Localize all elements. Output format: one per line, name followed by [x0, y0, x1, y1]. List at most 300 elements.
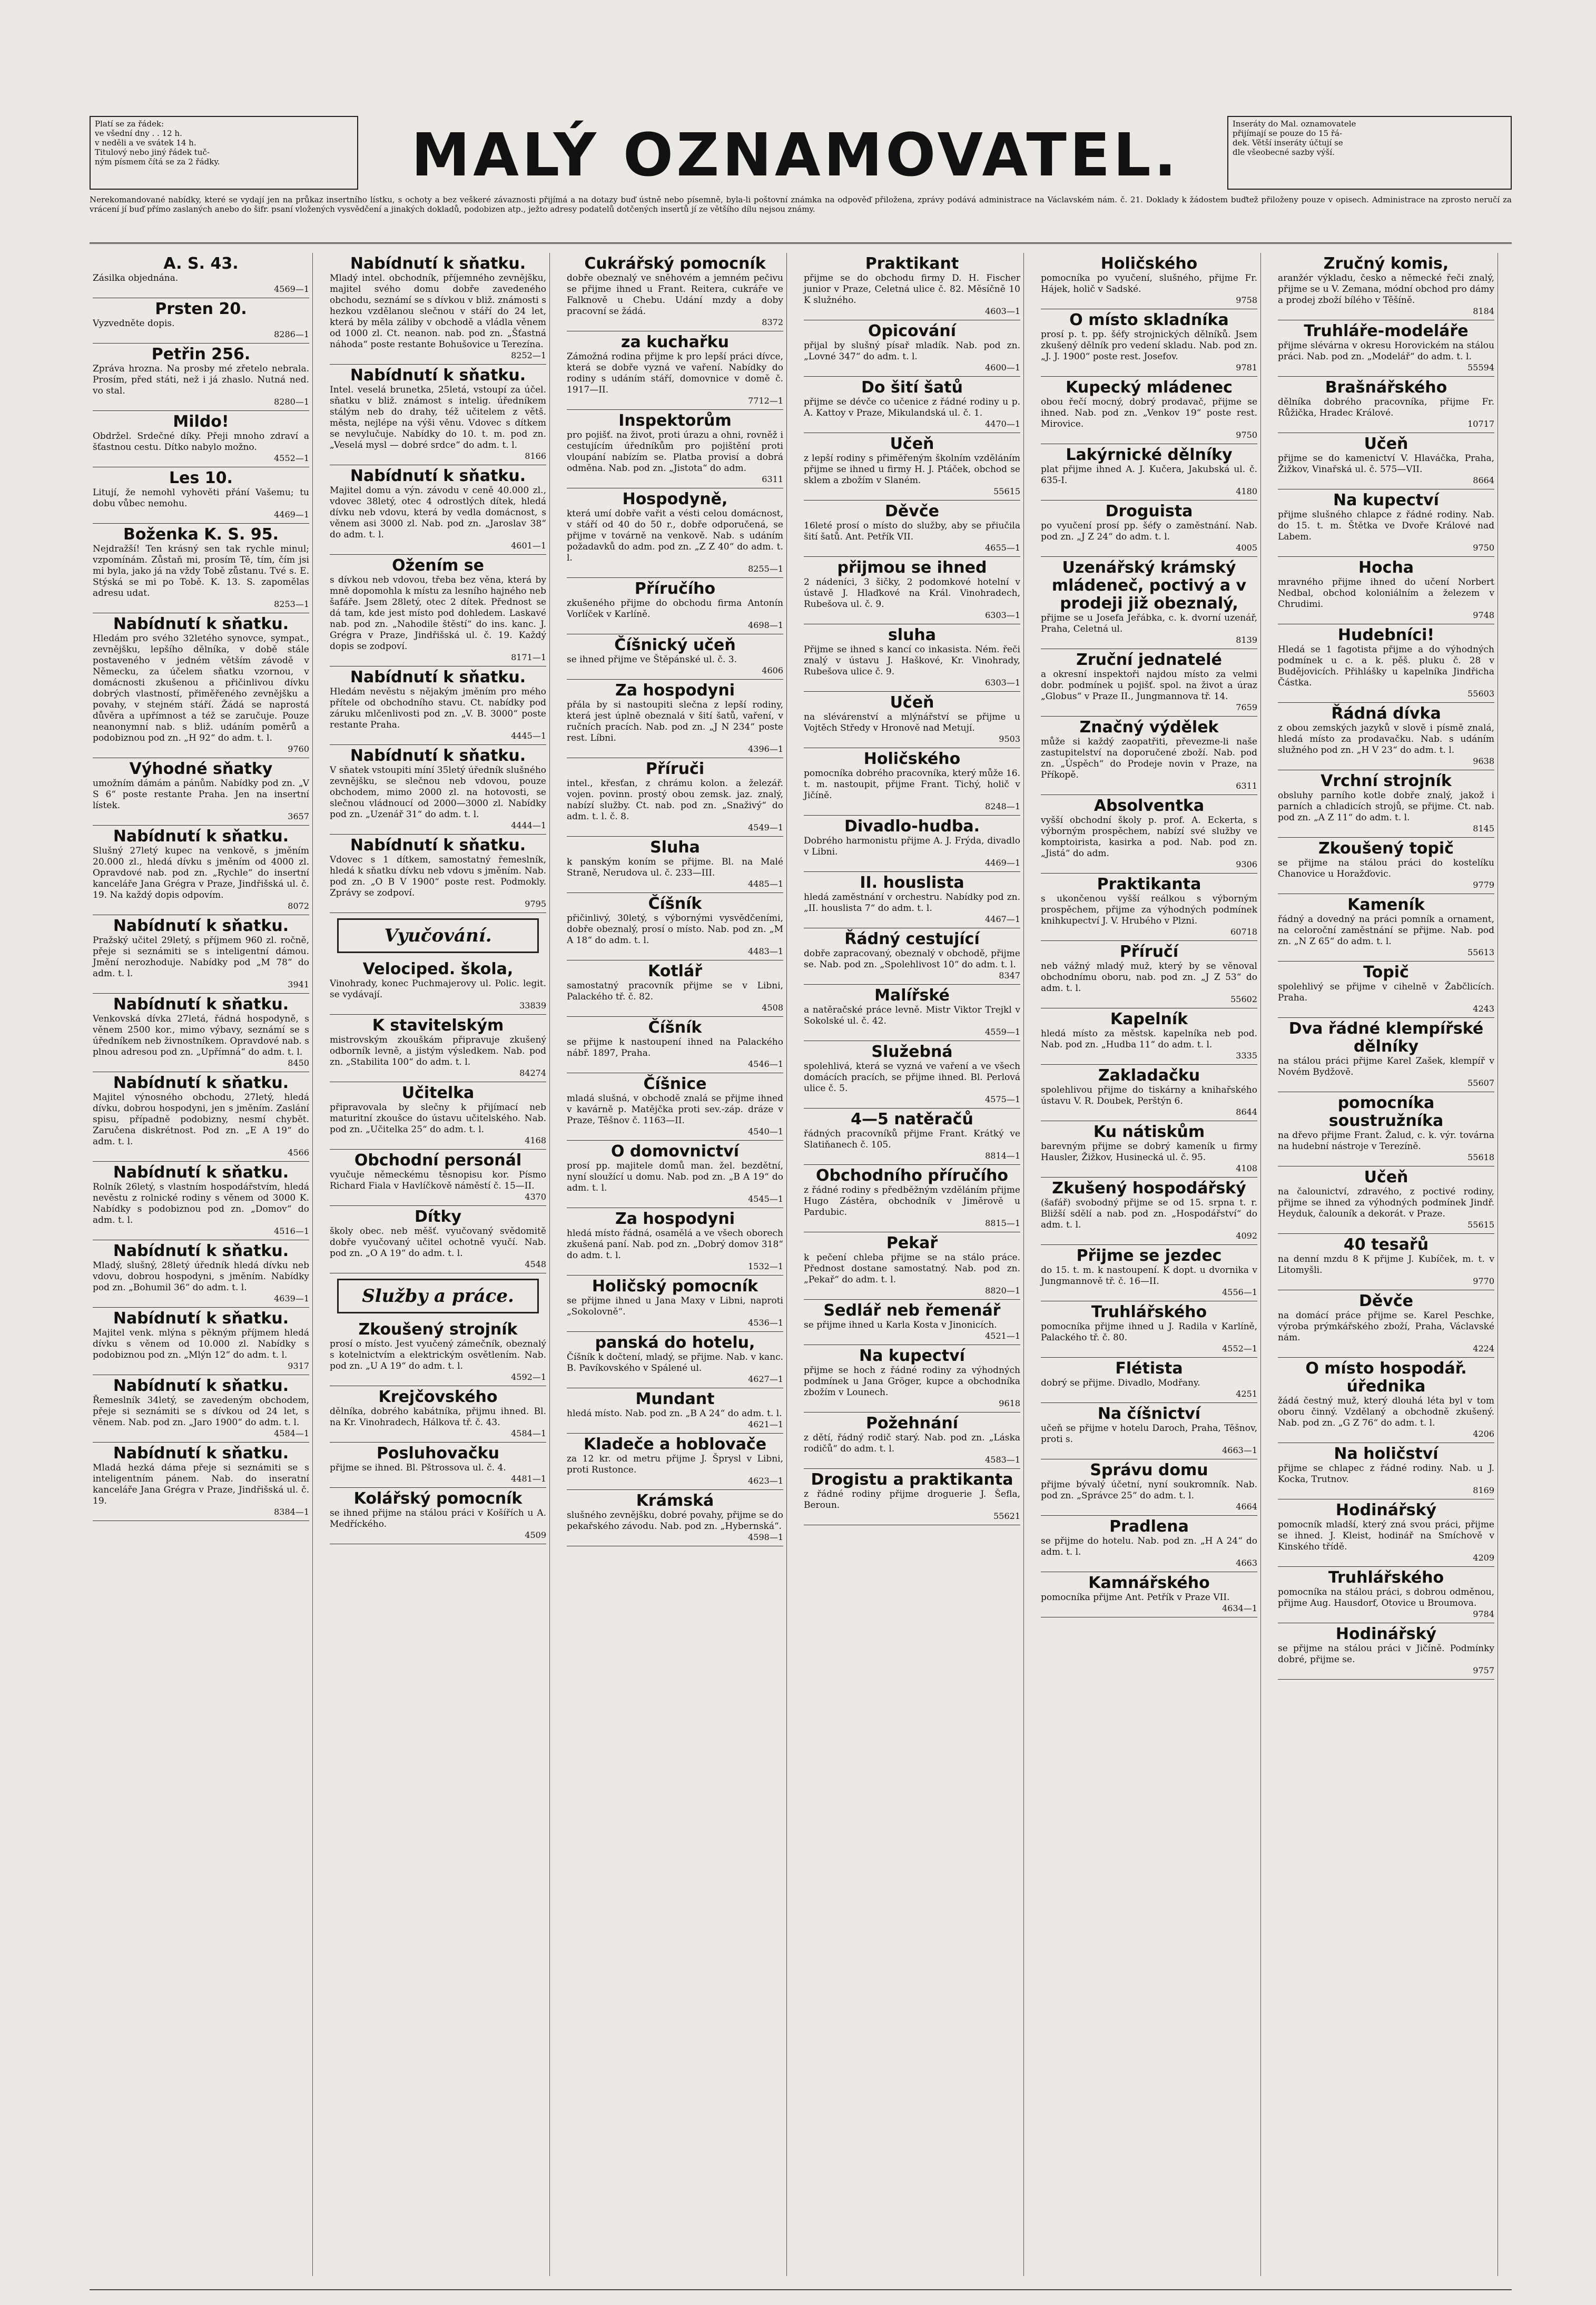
ad-heading: Uzenářský krámský mládeneč, poctivý a v prodeji již obeznalý, — [1051, 558, 1247, 613]
classified-ad — [1278, 770, 1494, 838]
section-heading: Vyučování. — [337, 918, 539, 953]
ad-code: 9750 — [1236, 430, 1257, 440]
classified-ad — [93, 253, 309, 298]
ad-heading: Velociped. škola, — [362, 960, 514, 978]
ad-code: 4559—1 — [985, 1027, 1020, 1037]
ad-heading: Nabídnutí k sňatku. — [113, 995, 289, 1014]
ad-heading: Drogistu a praktikanta — [811, 1470, 1013, 1489]
masthead — [90, 105, 1512, 195]
ad-code: 9618 — [999, 1398, 1020, 1408]
ad-text: pomocníka přijme ihned u J. Radila v Karlíně, Palackého tř. č. 80. — [1041, 1321, 1257, 1343]
ad-code: 8286—1 — [274, 329, 309, 339]
ad-heading: Malířské — [874, 986, 950, 1005]
ad-text: vyučuje německému těsnopisu kor. Písmo Richard Fiala v Havlíčkově náměstí č. 15—II. — [330, 1170, 546, 1191]
ad-column — [1275, 253, 1498, 2276]
ad-heading: Na kupectví — [859, 1347, 965, 1365]
ad-column — [564, 253, 787, 2276]
ad-heading: Ku nátiskům — [1093, 1123, 1205, 1141]
ad-heading: Kapelník — [1110, 1010, 1188, 1028]
ad-code: 4508 — [762, 1003, 783, 1013]
classified-ad — [1278, 489, 1494, 557]
classified-ad — [93, 994, 309, 1072]
classified-ad — [1041, 444, 1257, 501]
classified-ad — [330, 1386, 546, 1443]
ad-text: přijme se do obchodu firmy D. H. Fischer junior v Praze, Celetná ulice č. 82. Měsíčně 10 K služného. — [804, 273, 1020, 306]
administration-notice: Nerekomandované nabídky, které se vydají jen na průkaz insertního lístku, s ochoty a bez veškeré závaznosti přijímá a na dotazy buď ústně nebo písemně, byla-li poštovní známka na odpověď přiložena, zprávy podává administrace na Václavském nám. č. 21. Doklady k žádostem buďtež přiloženy pouze v opisech. Administrace na zprosto neručí za vrácení jí buď přímo zaslaných anebo do šifr. psaní vložených vysvědčení a jinakých dokladů, podobizen atp., ježto adresy podatelů dotčených insertů jí ze většího dílu nejsou známy. — [90, 195, 1512, 244]
ad-heading: Prsten 20. — [155, 300, 247, 318]
ad-heading: Holičský pomocník — [592, 1277, 758, 1296]
classified-ad — [567, 758, 783, 837]
page-title: MALÝ OZNAMOVATEL. — [411, 121, 1180, 190]
price-line: ným písmem čítá se za 2 řádky. — [95, 157, 220, 166]
ad-text: a natěračské práce levně. Mistr Viktor Trejkl v Sokolské ul. č. 42. — [804, 1005, 1020, 1026]
classified-ad — [93, 467, 309, 524]
ad-code: 6303—1 — [985, 678, 1020, 688]
ad-text: přijme se do kamenictví V. Hlaváčka, Praha, Žižkov, Vinařská ul. č. 575—VII. — [1278, 453, 1494, 475]
ad-heading: Nabídnutí k sňatku. — [350, 668, 526, 686]
classified-ad — [804, 1109, 1020, 1165]
ad-code: 4546—1 — [748, 1059, 783, 1069]
classified-ad — [804, 872, 1020, 928]
ad-heading: K stavitelským — [372, 1016, 504, 1035]
ad-code: 8169 — [1473, 1485, 1494, 1495]
classified-ad — [567, 680, 783, 758]
classified-ad — [93, 915, 309, 994]
ad-heading: Příručí — [1119, 943, 1179, 961]
classified-ad — [804, 320, 1020, 377]
ad-heading: Výhodné sňatky — [129, 760, 273, 778]
ad-heading: Hospodyně, — [622, 490, 728, 508]
ad-heading: Na kupectví — [1333, 491, 1439, 509]
ad-text: Rolník 26letý, s vlastním hospodářstvím, hledá nevěstu z rolnické rodiny s věnem od 3000 K. Nabídky s podobiznou pod zn. „Domov“ do adm. t. l. — [93, 1182, 309, 1225]
page-footer-rule — [90, 2289, 1512, 2290]
ad-text: prosí pp. majitele domů man. žel. bezdětní, nyní sloužící u domu. Nab. pod zn. „B A 19“ do adm. t. l. — [567, 1161, 783, 1193]
ad-code: 4536—1 — [748, 1318, 783, 1328]
ad-heading: II. houslista — [860, 874, 964, 892]
ad-code: 4243 — [1473, 1004, 1494, 1014]
ad-heading: Přijme se jezdec — [1076, 1247, 1222, 1265]
ad-text: na stálou práci přijme Karel Zašek, klempíř v Novém Bydžově. — [1278, 1056, 1494, 1077]
ad-code: 4663 — [1236, 1558, 1257, 1568]
ad-code: 9638 — [1473, 756, 1494, 766]
classified-ad — [1278, 703, 1494, 770]
ad-code: 8644 — [1236, 1107, 1257, 1117]
ad-heading: Inspektorům — [618, 411, 732, 430]
ad-text: umožním dámám a pánům. Nabídky pod zn. „V S 6“ poste restante Praha. Jen na insertní lístek. — [93, 778, 309, 811]
classified-ad — [804, 433, 1020, 501]
ad-heading: Kupecký mládenec — [1066, 378, 1233, 397]
ad-heading: Truhláře-modeláře — [1304, 322, 1469, 340]
ad-heading: Sluha — [650, 838, 700, 857]
ad-code: 8252—1 — [511, 350, 546, 360]
ad-code: 4655—1 — [985, 543, 1020, 553]
ad-text: do 15. t. m. k nastoupení. K dopt. u dvornika v Jungmannově tř. č. 16—II. — [1041, 1265, 1257, 1287]
ad-text: přijal by slušný písař mladík. Nab. pod zn. „Lovné 347“ do adm. t. l. — [804, 340, 1020, 362]
classified-ad — [567, 1073, 783, 1141]
ad-code: 4180 — [1236, 486, 1257, 496]
ad-heading: A. S. 43. — [163, 254, 239, 273]
ad-heading: Učeň — [890, 435, 934, 453]
classified-ad — [1041, 1008, 1257, 1065]
ad-heading: Zakladačku — [1098, 1066, 1200, 1085]
ad-text: se ihned přijme na stálou práci v Košířích u A. Medříckého. — [330, 1508, 546, 1529]
ad-code: 4545—1 — [748, 1194, 783, 1204]
ad-code: 6311 — [1236, 781, 1257, 791]
classified-ad — [1041, 717, 1257, 795]
ad-heading: Topič — [1363, 963, 1409, 982]
classified-ad — [1041, 1065, 1257, 1121]
ad-text: obou řečí mocný, dobrý prodavač, přijme se ihned. Nab. pod zn. „Venkov 19“ poste rest. Mirovice. — [1041, 397, 1257, 429]
classified-ad — [804, 501, 1020, 557]
classified-ad — [567, 331, 783, 410]
ad-text: pomocník mladší, který zná svou práci, přijme se ihned. J. Kleist, hodinář na Smíchově v Kinského třídě. — [1278, 1519, 1494, 1552]
ad-code: 8664 — [1473, 475, 1494, 485]
ad-text: Číšník k dočtení, mladý, se přijme. Nab. v kanc. B. Pavíkovského v Spálené ul. — [567, 1352, 783, 1374]
ad-code: 4396—1 — [748, 744, 783, 754]
ad-heading: 4—5 natěračů — [851, 1110, 973, 1129]
classified-ad — [93, 344, 309, 411]
ad-code: 9795 — [525, 899, 546, 909]
classified-ad — [1041, 649, 1257, 717]
ad-text: se ihned přijme ve Štěpánské ul. č. 3. — [567, 654, 737, 665]
classified-ad — [330, 1206, 546, 1273]
ad-code: 4598—1 — [748, 1532, 783, 1542]
ad-text: dělníka, dobrého kabátníka, přijmu ihned. Bl. na Kr. Vinohradech, Hálkova tř. č. 43. — [330, 1406, 546, 1428]
ad-code: 33839 — [519, 1001, 546, 1011]
classified-ad — [804, 253, 1020, 320]
ad-code: 4584—1 — [274, 1428, 309, 1438]
ad-text: Dobrého harmonistu přijme A. J. Frýda, divadlo v Libni. — [804, 836, 1020, 857]
ad-heading: Nabídnutí k sňatku. — [350, 836, 526, 855]
ad-code: 8450 — [288, 1058, 309, 1068]
ad-heading: Řádná dívka — [1331, 704, 1441, 723]
ad-text: žádá čestný muž, který dlouhá léta byl v tom oboru činný. Vzdělaný a obchodně zkušený. Nab. pod zn. „G Z 76“ do adm. t. l. — [1278, 1396, 1494, 1428]
classified-ad — [1278, 1567, 1494, 1623]
ad-text: hledá místo. Nab. pod zn. „B A 24“ do adm. t. l. — [567, 1408, 782, 1419]
section-heading: Služby a práce. — [337, 1279, 539, 1313]
classified-ad — [1041, 1516, 1257, 1572]
ad-heading: Sedlář neb řemenář — [823, 1301, 1001, 1320]
newspaper-page — [90, 105, 1512, 2287]
ad-heading: Příruči — [645, 760, 705, 778]
ad-text: hledá zaměstnání v orchestru. Nabídky pod zn. „II. houslista 7“ do adm. t. l. — [804, 892, 1020, 914]
classified-ad — [1278, 433, 1494, 489]
ad-code: 4584—1 — [511, 1428, 546, 1438]
ad-heading: Zruční jednatelé — [1076, 651, 1222, 669]
ad-columns — [90, 253, 1512, 2276]
ad-heading: panská do hotelu, — [595, 1333, 755, 1352]
ad-text: Litují, že nemohl vyhověti přání Vašemu; tu dobu vůbec nemohu. — [93, 487, 309, 509]
ad-code: 4206 — [1473, 1429, 1494, 1439]
classified-ad — [93, 1072, 309, 1162]
ad-code: 55621 — [993, 1511, 1020, 1521]
ad-code: 4209 — [1473, 1553, 1494, 1563]
price-line: Platí se za řádek: — [95, 119, 164, 129]
classified-ad — [1041, 1178, 1257, 1245]
classified-ad — [1278, 1499, 1494, 1567]
ad-text: se přijme k nastoupení ihned na Palackého nábř. 1897, Praha. — [567, 1037, 783, 1058]
ad-text: která umí dobře vařit a vésti celou domácnost, v stáří od 40 do 50 r., dobře odporučená, se přijme v továrně na venkově. Nab. s udáním požadavků do adm. pod zn. „Z Z 40“ do adm. t. l. — [567, 508, 783, 563]
ad-heading: Na číšnictví — [1097, 1405, 1201, 1423]
ad-heading: Les 10. — [169, 469, 233, 487]
ad-heading: Zkoušený strojník — [358, 1320, 518, 1339]
classified-ad — [1278, 1290, 1494, 1358]
classified-ad — [93, 1308, 309, 1375]
ad-code: 4592—1 — [511, 1372, 546, 1382]
ad-text: přijme bývalý účetní, nyní soukromník. Nab. pod zn. „Správce 25“ do adm. t. l. — [1041, 1479, 1257, 1501]
ad-code: 8171—1 — [511, 652, 546, 662]
ad-code: 4627—1 — [748, 1374, 783, 1384]
ad-text: pomocníka dobrého pracovníka, který může 16. t. m. nastoupit, přijme Frant. Tichý, holič v Jičíně. — [804, 768, 1020, 801]
ad-heading: Vrchní strojník — [1321, 772, 1452, 790]
ad-text: může si každý zaopatřiti, převezme-li naše zastupitelství na doporučené zboží. Nab. pod zn. „Úspěch“ do Prodeje novin v Praze, na Příkopě. — [1041, 737, 1257, 780]
classified-ad — [567, 837, 783, 893]
ad-heading: Hudebníci! — [1337, 626, 1435, 644]
ad-text: spolehlivou přijme do tiskárny a knihařského ústavu V. R. Doubek, Perštýn 6. — [1041, 1085, 1257, 1106]
ad-code: 8347 — [999, 970, 1020, 980]
classified-ad — [330, 253, 546, 365]
ad-code: 4521—1 — [985, 1331, 1020, 1341]
ad-heading: Absolventka — [1093, 797, 1205, 815]
classified-ad — [1278, 838, 1494, 894]
ad-heading: Za hospodyni — [615, 681, 735, 700]
classified-ad — [804, 748, 1020, 816]
classified-ad — [330, 1319, 546, 1386]
ad-heading: Nabídnutí k sňatku. — [113, 1163, 289, 1182]
ad-heading: Nabídnutí k sňatku. — [113, 1444, 289, 1463]
ad-column — [327, 253, 550, 2276]
ad-heading: Nabídnutí k sňatku. — [113, 1377, 289, 1395]
ad-code: 4370 — [525, 1192, 546, 1202]
ad-heading: Děvče — [1359, 1292, 1413, 1310]
classified-ad — [804, 1232, 1020, 1300]
ad-heading: Boženka K. S. 95. — [123, 525, 279, 544]
ad-heading: Zkušený hospodářský — [1052, 1179, 1246, 1198]
ad-text: přijme slušného chlapce z řádné rodiny. Nab. do 15. t. m. Štětka ve Dvoře Králové nad Labem. — [1278, 509, 1494, 542]
classified-ad — [1041, 1459, 1257, 1516]
ad-code: 8139 — [1236, 635, 1257, 645]
ad-text: se přijme na stálou práci do kostelíku Chanovice u Horažďovic. — [1278, 858, 1494, 879]
ad-code: 4485—1 — [748, 879, 783, 889]
ad-code: 9760 — [288, 744, 309, 754]
ad-heading: Číšnický učeň — [614, 636, 736, 654]
ad-heading: Nabídnutí k sňatku. — [113, 1309, 289, 1328]
classified-ad — [93, 758, 309, 826]
classified-ad — [93, 1443, 309, 1521]
ad-text: Zásilka objednána. — [93, 273, 179, 283]
ad-column — [801, 253, 1024, 2276]
ad-text: barevným přijme se dobrý kameník u firmy Hausler, Žižkov, Husinecká ul. č. 95. — [1041, 1141, 1257, 1163]
ad-heading: Dítky — [414, 1208, 462, 1226]
ad-code: 8184 — [1473, 306, 1494, 316]
ad-heading: Děvče — [885, 502, 939, 521]
classified-ad — [1041, 1572, 1257, 1617]
ad-code: 55613 — [1467, 947, 1494, 957]
ad-heading: Mundant — [635, 1390, 715, 1408]
classified-ad — [330, 745, 546, 835]
ad-heading: Hodinářský — [1335, 1625, 1437, 1643]
classified-ad — [1278, 894, 1494, 962]
price-line: ve všední dny . . 12 h. — [95, 129, 182, 138]
ad-code: 4516—1 — [274, 1226, 309, 1236]
ad-text: z dětí, řádný rodič starý. Nab. pod zn. „Láska rodičů“ do adm. t. l. — [804, 1433, 1020, 1454]
ad-code: 9757 — [1473, 1665, 1494, 1675]
ad-text: samostatný pracovník přijme se v Libni, Palackého tř. č. 82. — [567, 980, 783, 1002]
classified-ad — [567, 1017, 783, 1073]
ad-code: 4548 — [525, 1259, 546, 1269]
ad-text: k pečení chleba přijme se na stálo práce. Přednost dostane samostatný. Nab. pod zn. „Pekař“ do adm. t. l. — [804, 1252, 1020, 1285]
ad-text: Pražský učitel 29letý, s příjmem 960 zl. ročně, přeje si seznámiti se s inteligentní dámou. Jmění nerozhoduje. Nabídky pod „M 78“ do adm. t. l. — [93, 935, 309, 979]
ad-text: Vdovec s 1 dítkem, samostatný řemeslník, hledá k sňatku dívku neb vdovu s jměním. Nab. pod zn. „O B V 1900“ poste rest. Podmokly. Zprávy se zodpoví. — [330, 855, 546, 898]
ad-code: 4600—1 — [985, 362, 1020, 372]
ad-heading: Hodinářský — [1335, 1501, 1437, 1519]
ad-text: dobře obeznalý ve sněhovém a jemném pečivu se přijme ihned u Frant. Reitera, cukráře ve Falknově u Chebu. Udání mzdy a doby pracovní se žádá. — [567, 273, 783, 317]
ad-heading: Opicování — [868, 322, 957, 340]
ad-heading: Učeň — [890, 693, 934, 712]
ad-heading: Nabídnutí k sňatku. — [350, 254, 526, 273]
classified-ad — [1041, 557, 1257, 649]
ad-heading: pomocníka soustružníka — [1328, 1094, 1444, 1130]
ad-heading: Pradlena — [1109, 1517, 1189, 1536]
classified-ad — [567, 893, 783, 960]
ad-text: školy obec. neb měšť. vyučovaný svědomitě dobře vyučovaný učitel ochotně vyučí. Nab. pod zn. „O A 19“ do adm. t. l. — [330, 1226, 546, 1259]
ad-heading: Brašnářského — [1325, 378, 1447, 397]
ad-heading: Číšnice — [643, 1075, 707, 1093]
ad-code: 9317 — [288, 1361, 309, 1371]
ad-code: 4251 — [1236, 1389, 1257, 1399]
classified-ad — [330, 666, 546, 745]
ad-text: Obdržel. Srdečné díky. Přeji mnoho zdraví a šťastnou cestu. Dítko nabylo možno. — [93, 431, 309, 453]
ad-text: na domácí práce přijme se. Karel Peschke, výroba prýmkářského zboží, Praha, Václavské nám. — [1278, 1310, 1494, 1343]
ad-code: 10717 — [1467, 419, 1494, 429]
ad-heading: 40 tesařů — [1343, 1235, 1429, 1254]
classified-ad — [1278, 1166, 1494, 1234]
ad-text: Hledá se 1 fagotista přijme a do výhodných podmínek u c. a k. pěš. pluku č. 28 v Budějovicích. Přihlášky u kapelníka Jindřicha Částka. — [1278, 644, 1494, 688]
classified-ad — [567, 578, 783, 634]
ad-code: 4575—1 — [985, 1094, 1020, 1104]
ad-code: 4444—1 — [511, 820, 546, 830]
classified-ad — [1041, 1245, 1257, 1301]
classified-ad — [1278, 624, 1494, 703]
ad-text: Majitel domu a výn. závodu v ceně 40.000 zl., vdovec 38letý, otec 4 odrostlých dítek, hledá dívku neb vdovu, která by vedla domácnost, s věnem asi 3000 zl. Nab. pod zn. „Jaroslav 38“ do adm. t. l. — [330, 485, 546, 540]
ad-heading: Krejčovského — [378, 1388, 498, 1406]
ad-heading: Krámská — [636, 1492, 714, 1510]
ad-text: intel., křesťan, z chrámu kolon. a železář. vojen. povinn. prostý obou zemsk. jaz. znalý, nabízí služby. Ct. nab. pod zn. „Snaživý“ do adm. t. l. č. 8. — [567, 778, 783, 822]
classified-ad — [804, 1345, 1020, 1413]
ad-text: Zpráva hrozna. Na prosby mé zřetelo nebrala. Prosím, před státi, než i já zhaslo. Nutná ned. vo stal. — [93, 364, 309, 396]
classified-ad — [804, 624, 1020, 692]
ad-text: pomocníka po vyučení, slušného, přijme Fr. Hájek, holič v Sadské. — [1041, 273, 1257, 295]
classified-ad — [804, 1165, 1020, 1232]
ad-text: 2 nádeníci, 3 šičky, 2 podomkové hotelní v ústavě J. Hlaďkové na Král. Vinohradech, Rubešova ul. č. 9. — [804, 577, 1020, 610]
classified-ad — [1041, 309, 1257, 377]
classified-ad — [804, 557, 1020, 624]
ad-text: z řádné rodiny přijme droguerie J. Šefla, Beroun. — [804, 1489, 1020, 1510]
ad-heading: přijmou se ihned — [837, 558, 987, 577]
ad-code: 4566 — [288, 1147, 309, 1158]
ad-code: 4168 — [525, 1135, 546, 1145]
ad-code: 8248—1 — [985, 801, 1020, 811]
ad-code: 4469—1 — [274, 509, 309, 519]
ad-code: 4005 — [1236, 543, 1257, 553]
ad-text: řádných pracovníků přijme Frant. Krátký ve Slatiňanech č. 105. — [804, 1129, 1020, 1150]
ad-heading: Posluhovačku — [377, 1444, 499, 1463]
ad-heading: za kuchařku — [621, 333, 729, 351]
insert-line: dek. Větší inseráty účtují se — [1233, 138, 1343, 148]
ad-text: V sňatek vstoupiti míní 35letý úředník slušného zevnějšku, se slečnou neb vdovou, pouze obchodem, mimo 2000 zl. na hotovosti, se slečnou vládnoucí od 2000—3000 zl. Nabídky pod zn. „Uzenář 31“ do adm. t. l. — [330, 765, 546, 820]
ad-text: přijme se dévče co učenice z řádné rodiny u p. A. Kattoy v Praze, Mikulandská ul. č. 1. — [804, 397, 1020, 418]
ad-text: Majitel výnosného obchodu, 27letý, hledá dívku, dobrou hospodyni, jen s jměním. Zaslání spisu, případně podobizny, nesmí chybět. Zaručena diskrétnost. Pod zn. „E A 19“ do adm. t. l. — [93, 1092, 309, 1147]
ad-code: 6311 — [762, 474, 783, 484]
ad-heading: O domovnictví — [610, 1142, 740, 1161]
classified-ad — [330, 555, 546, 666]
ad-text: Mladý intel. obchodník, příjemného zevnějšku, majitel svého domu dobře zavedeného obchodu, seznámí se s dívkou v bliž. známosti s hezkou vzdělanou slečnou v stáří do 24 let, která by měla záliby v obchodě a vládla věnem od 1000 zl. Ct. neanon. nab. pod zn. „Šťastná náhoda“ poste restante Bohušovice u Terezína. — [330, 273, 546, 350]
ad-code: 55594 — [1467, 362, 1494, 372]
ad-text: dělníka dobrého pracovníka, přijme Fr. Růžička, Hradec Králové. — [1278, 397, 1494, 418]
ad-text: hledá místo za městsk. kapelníka neb pod. Nab. pod zn. „Hudba 11“ do adm. t. l. — [1041, 1028, 1257, 1050]
ad-heading: Za hospodyni — [615, 1210, 735, 1228]
ad-text: vyšší obchodní školy p. prof. A. Eckerta, s výborným prospěchem, nabízí své služby ve komptoirista, kasirka a pod. Nab. pod zn. „Jistá“ do adm. — [1041, 815, 1257, 859]
classified-ad — [1278, 1092, 1494, 1166]
classified-ad — [330, 1015, 546, 1082]
classified-ad — [1278, 1018, 1494, 1092]
classified-ad — [93, 613, 309, 758]
classified-ad — [93, 826, 309, 915]
classified-ad — [93, 1375, 309, 1443]
ad-text: dobrý se přijme. Divadlo, Modřany. — [1041, 1378, 1200, 1388]
ad-text: se přijme ihned u Jana Maxy v Libni, naproti „Sokolovně“. — [567, 1296, 783, 1317]
ad-code: 55603 — [1467, 689, 1494, 699]
ad-text: Intel. veselá brunetka, 25letá, vstoupí za účel. sňatku v bliž. známost s intelig. úředníkem stálým neb do drahy, též učitelem z větš. města, nejlépe na výši věnu. Vdovec s dítkem se nevylučuje. Nabídky do 10. t. m. pod zn. „Veselá mysl — dobré srdce“ do adm. t. l. — [330, 385, 546, 450]
classified-ad — [93, 1162, 309, 1240]
ad-code: 7712—1 — [748, 396, 783, 406]
ad-text: Venkovská dívka 27letá, řádná hospodyně, s věnem 2500 kor., mimo výbavy, seznámí se s úředníkem neb živnostníkem. Opravdové nab. s plnou adresou pod zn. „Upřímná“ do adm. t. l. — [93, 1014, 309, 1057]
classified-ad — [1278, 377, 1494, 433]
ad-text: přičinlivý, 30letý, s výbornými vysvědčeními, dobře obeznalý, prosí o místo. Nab. pod zn. „M A 18“ do adm. t. l. — [567, 913, 783, 946]
ad-heading: Správu domu — [1090, 1461, 1208, 1479]
ad-heading: Flétista — [1115, 1359, 1183, 1378]
ad-heading: Zkoušený topič — [1318, 839, 1454, 858]
ad-text: z lepší rodiny s přiměřeným školním vzděláním přijme se ihned u firmy H. J. Ptáček, obchod se sklem a zbožím v Slaném. — [804, 453, 1020, 486]
classified-ad — [567, 410, 783, 488]
classified-ad — [804, 1469, 1020, 1525]
ad-heading: Kolářský pomocník — [353, 1489, 523, 1508]
ad-code: 4108 — [1236, 1163, 1257, 1173]
ad-text: přijme se ihned. Bl. Pštrossova ul. č. 4. — [330, 1463, 506, 1473]
classified-ad — [330, 465, 546, 555]
classified-ad — [1041, 1121, 1257, 1178]
ad-code: 4549—1 — [748, 822, 783, 832]
classified-ad — [1278, 320, 1494, 377]
ad-text: z řádné rodiny s předběžným vzděláním přijme Hugo Zástěra, obchodník v Jiměrově u Pardubic. — [804, 1185, 1020, 1218]
ad-code: 4540—1 — [748, 1126, 783, 1136]
ad-text: a okresní inspektoři najdou místo za velmi dobr. podmínek u pojišť. spol. na život a úraz „Globus“ v Praze II., Jungmannova tř. 14. — [1041, 669, 1257, 702]
ad-text: Vyzvedněte dopis. — [93, 318, 175, 329]
ad-heading: sluha — [888, 626, 937, 644]
ad-text: mistrovským zkouškám připravuje zkušený odborník levně, a jistým výsledkem. Nab. pod zn. „Stabilita 100“ do adm. t. l. — [330, 1035, 546, 1067]
price-line: Titulový nebo jiný řádek tuč- — [95, 148, 210, 157]
ad-code: 4556—1 — [1222, 1287, 1257, 1297]
classified-ad — [1041, 1358, 1257, 1403]
ad-code: 3941 — [288, 979, 309, 989]
classified-ad — [804, 377, 1020, 433]
ad-code: 9784 — [1473, 1609, 1494, 1619]
ad-text: přijme se hoch z řádné rodiny za výhodných podmínek u Jana Gröger, kupce a obchodníka zbožím v Lounech. — [804, 1365, 1020, 1398]
ad-code: 4606 — [762, 665, 783, 675]
ad-text: Řemeslník 34letý, se zavedeným obchodem, přeje si seznámiti se s dívkou od 24 let, s věnem. Nab. pod zn. „Jaro 1900“ do adm. t. l. — [93, 1395, 309, 1428]
ad-heading: Kladeče a hoblovače — [583, 1435, 767, 1454]
ad-code: 4509 — [525, 1530, 546, 1540]
